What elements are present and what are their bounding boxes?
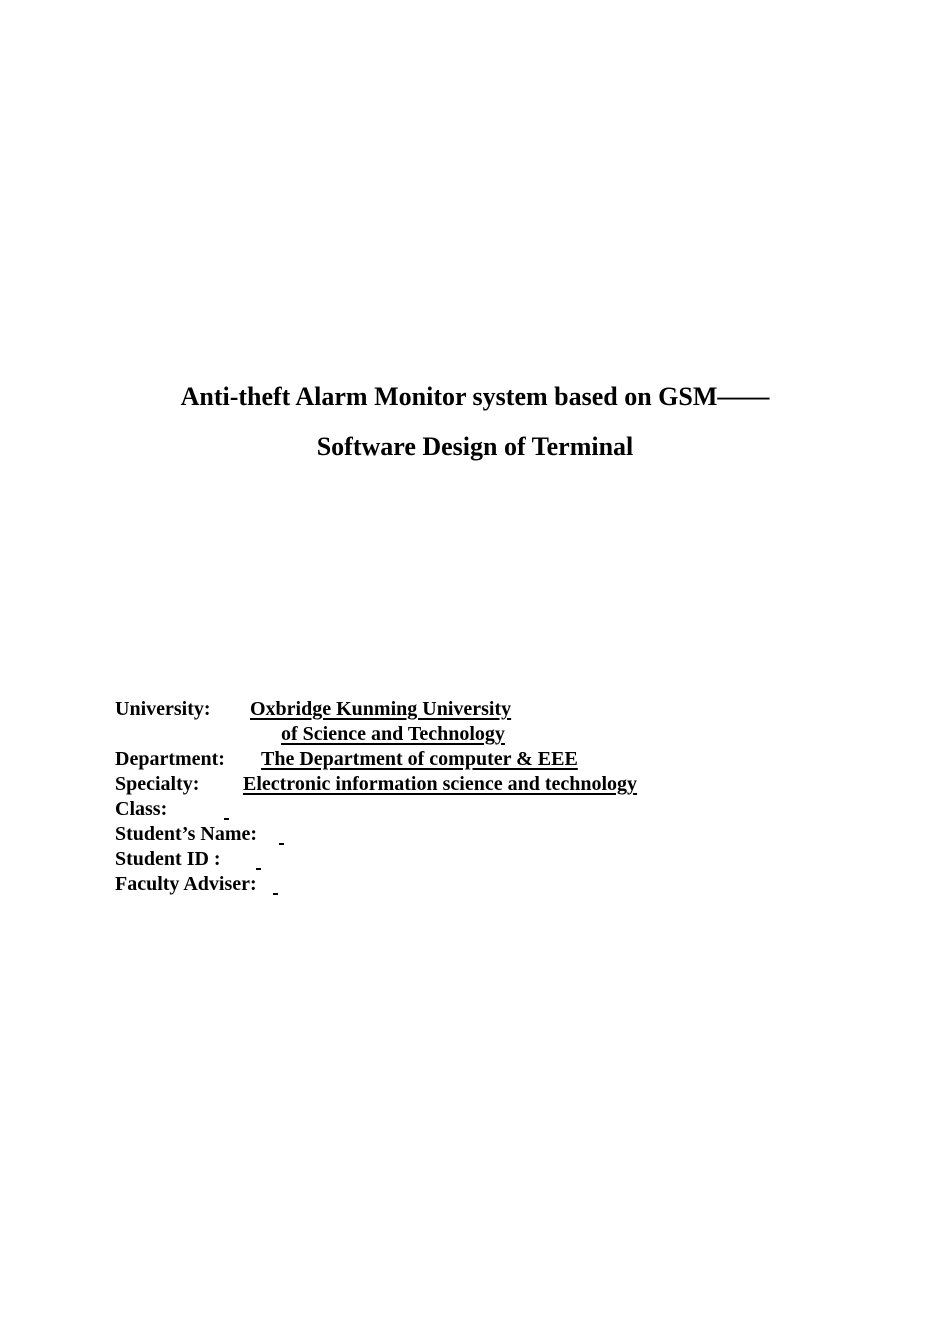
class-blank-line [224, 797, 453, 822]
department-label: Department: [115, 748, 225, 770]
university-value: Oxbridge Kunming University [250, 698, 512, 720]
specialty-label: Specialty: [115, 773, 200, 795]
student-id-label: Student ID : [115, 848, 221, 870]
faculty-adviser-blank-line [273, 872, 503, 897]
specialty-value: Electronic information science and technology [243, 773, 638, 795]
university-value-continued: of Science and Technology [281, 723, 505, 745]
student-id-blank-line [256, 847, 479, 872]
department-value: The Department of computer & EEE [261, 748, 578, 770]
document-title-line-1: Anti-theft Alarm Monitor system based on GSM—— [180, 382, 770, 411]
student-name-blank-line [279, 822, 503, 847]
document-title-line-2: Software Design of Terminal [316, 432, 634, 461]
student-name-label: Student’s Name: [115, 823, 258, 845]
university-label: University: [115, 698, 211, 720]
class-label: Class: [115, 798, 168, 820]
faculty-adviser-label: Faculty Adviser: [115, 873, 257, 895]
